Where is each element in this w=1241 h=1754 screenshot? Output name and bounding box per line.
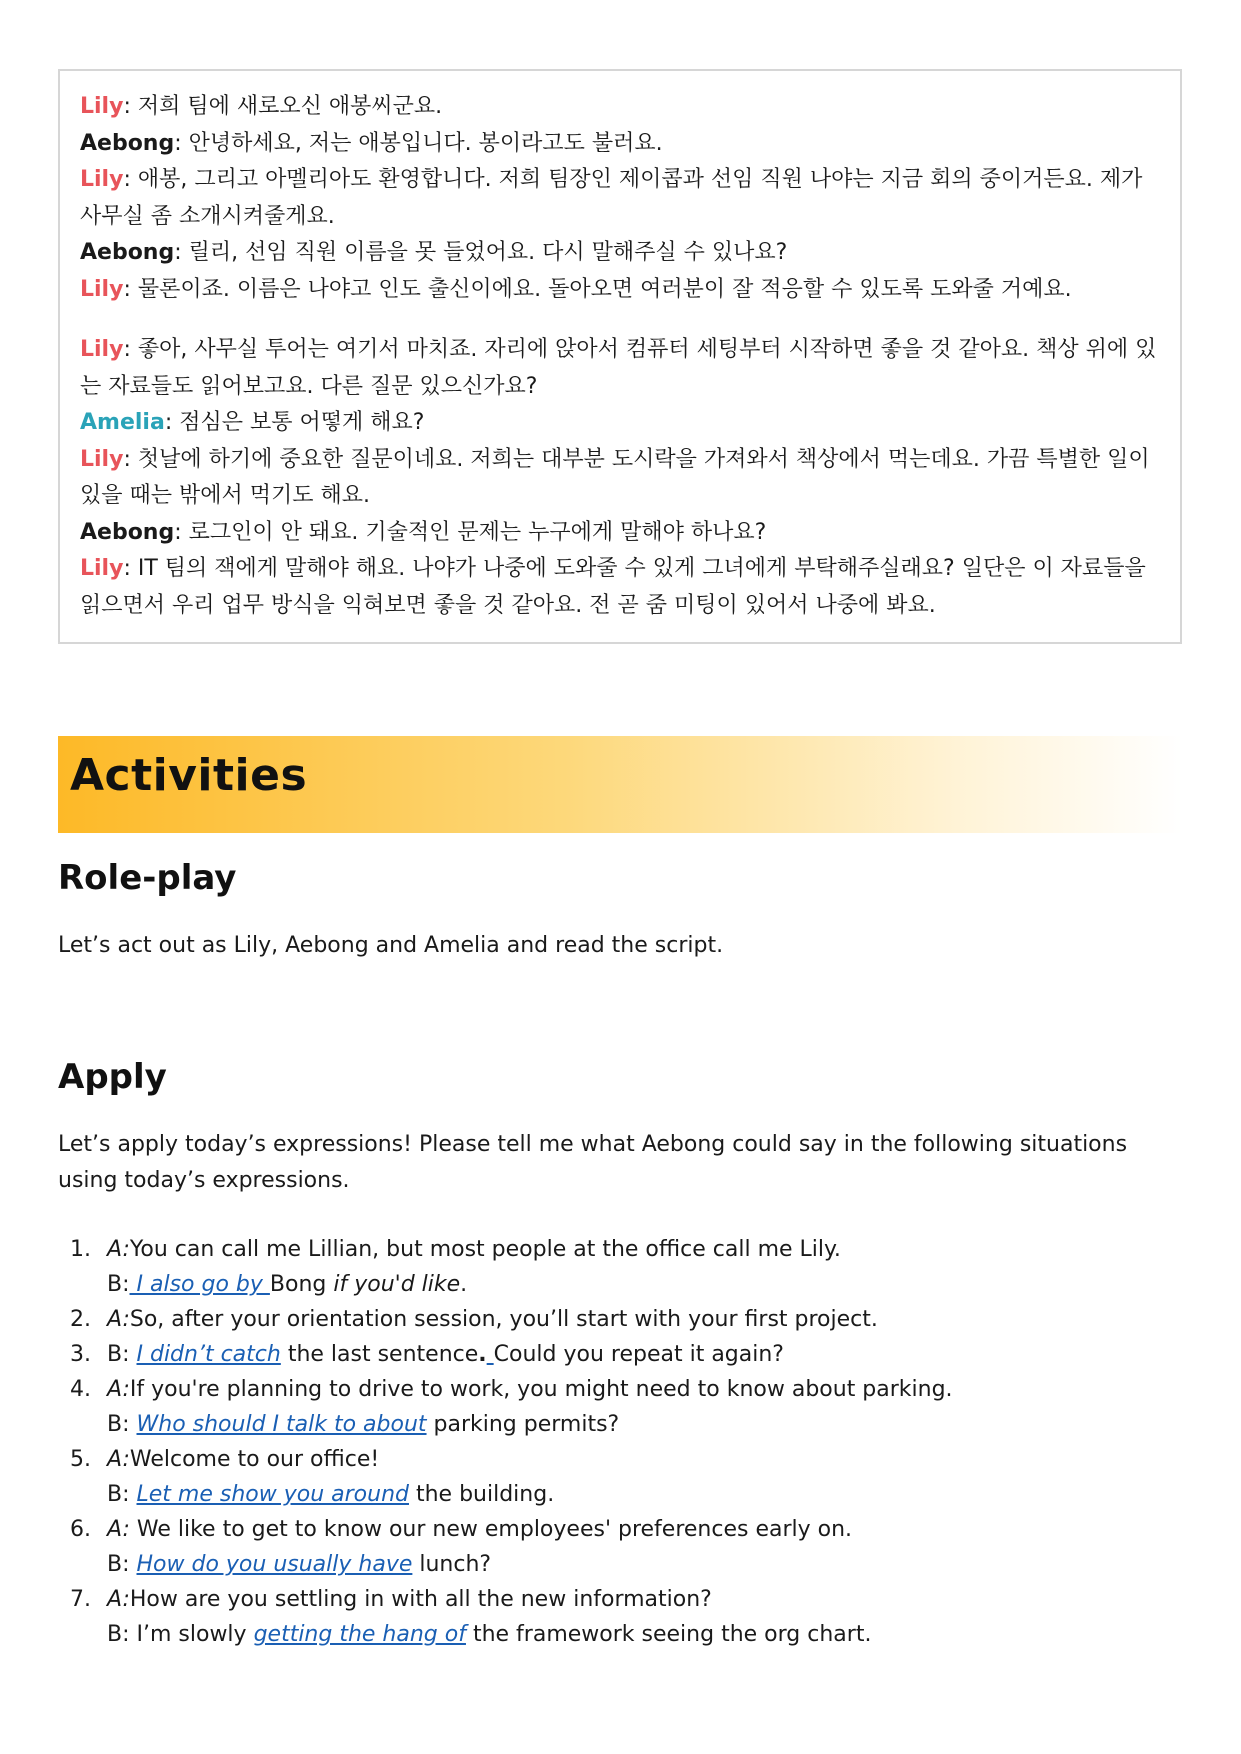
exercise-text: A: <box>107 1237 130 1262</box>
dialogue-block-1 <box>80 89 1160 308</box>
exercise-number: 4. <box>70 1377 91 1402</box>
speaker-name: Aebong <box>80 130 175 156</box>
dialogue-line <box>80 272 1160 309</box>
dialogue-line <box>80 442 1160 515</box>
exercise-line <box>107 1512 1182 1547</box>
activities-banner <box>58 736 1182 833</box>
exercise-item <box>58 1372 1182 1442</box>
dialogue-line <box>80 332 1160 405</box>
speaker-name: Lily <box>80 556 124 581</box>
exercise-number: 2. <box>70 1307 91 1332</box>
dialogue-line <box>80 515 1160 552</box>
activities-title: Activities <box>70 750 308 801</box>
dialogue-gap <box>80 308 1160 332</box>
exercise-text: A: <box>107 1587 130 1612</box>
expression-link[interactable]: getting the hang of <box>253 1622 466 1647</box>
roleplay-instructions: Let’s act out as Lily, Aebong and Amelia and read the script. <box>58 933 724 958</box>
expression-link[interactable]: I also go by <box>129 1272 270 1297</box>
expression-link[interactable]: Who should I talk to about <box>136 1412 427 1437</box>
exercise-line <box>107 1232 1182 1267</box>
dialogue-text: : 좋아, 사무실 투어는 여기서 마치죠. 자리에 앉아서 컴퓨터 세팅부터 시작하면 좋을 것 같아요. 책상 위에 있는 자료들도 읽어보고요. 다른 질문 있으신가요? <box>80 337 1157 399</box>
exercise-text: lunch? <box>412 1552 492 1577</box>
speaker-name: Lily <box>80 167 124 192</box>
exercise-text: B: <box>107 1482 137 1507</box>
exercise-number: 6. <box>70 1517 91 1542</box>
exercise-text: the building. <box>408 1482 555 1507</box>
apply-heading: Apply <box>58 1057 167 1097</box>
speaker-name: Lily <box>80 337 124 362</box>
exercise-line <box>107 1372 1182 1407</box>
exercise-text: . <box>460 1272 468 1297</box>
dialogue-line <box>80 405 1160 442</box>
expression-link[interactable] <box>487 1342 494 1367</box>
apply-instructions: Let’s apply today’s expressions! Please tell me what Aebong could say in the following situations using today’s expressions. <box>58 1132 1128 1193</box>
exercise-text: if you'd like <box>333 1272 461 1297</box>
expression-link[interactable]: I didn’t catch <box>136 1342 281 1367</box>
speaker-name: Lily <box>80 276 124 302</box>
exercise-number: 3. <box>70 1342 91 1367</box>
exercise-line <box>107 1267 1182 1302</box>
exercise-text: . <box>478 1342 487 1367</box>
exercise-line <box>107 1337 1182 1372</box>
dialogue-block-2 <box>80 332 1160 624</box>
exercise-text: A: <box>107 1517 130 1542</box>
exercise-text: We like to get to know our new employees' preferences early on. <box>129 1517 853 1542</box>
dialogue-text: : 안녕하세요, 저는 애봉입니다. 봉이라고도 불러요. <box>174 130 663 156</box>
exercise-item <box>58 1582 1182 1652</box>
exercise-number: 5. <box>70 1447 91 1472</box>
dialogue-text: : 릴리, 선임 직원 이름을 못 들었어요. 다시 말해주실 수 있나요? <box>174 240 788 265</box>
exercise-line <box>107 1302 1182 1337</box>
exercise-text: A: <box>107 1307 130 1332</box>
exercise-number: 7. <box>70 1587 91 1612</box>
exercise-item <box>58 1232 1182 1302</box>
exercise-text: parking permits? <box>426 1412 620 1437</box>
exercise-text: B: <box>107 1342 137 1367</box>
exercise-item <box>58 1337 1182 1372</box>
exercise-text: the framework seeing the org chart. <box>465 1622 872 1647</box>
exercise-text: A: <box>107 1377 130 1402</box>
dialogue-text: : 로그인이 안 돼요. 기술적인 문제는 누구에게 말해야 하나요? <box>174 519 767 545</box>
dialogue-text: : 점심은 보통 어떻게 해요? <box>164 410 425 435</box>
dialogue-line <box>80 89 1160 126</box>
speaker-name: Lily <box>80 94 124 119</box>
exercise-text: If you're planning to drive to work, you might need to know about parking. <box>129 1377 953 1402</box>
roleplay-heading: Role-play <box>58 858 237 898</box>
exercise-text: B: <box>107 1272 130 1297</box>
exercise-text: So, after your orientation session, you’ll start with your first project. <box>129 1307 878 1332</box>
dialogue-text: : IT 팀의 잭에게 말해야 해요. 나야가 나중에 도와줄 수 있게 그녀에게 부탁해주실래요? 일단은 이 자료들을 읽으면서 우리 업무 방식을 익혀보면 좋을 것 같아요. 전 곧 줌 미팅이 있어서 나중에 봐요. <box>80 556 1146 618</box>
exercise-text: You can call me Lillian, but most people at the office call me Lily. <box>129 1237 841 1262</box>
dialogue-script-box <box>58 69 1182 644</box>
exercise-line <box>107 1547 1182 1582</box>
exercise-line <box>107 1442 1182 1477</box>
exercise-item <box>58 1512 1182 1582</box>
exercise-text: Could you repeat it again? <box>493 1342 784 1367</box>
dialogue-text: : 애봉, 그리고 아멜리아도 환영합니다. 저희 팀장인 제이콥과 선임 직원 나야는 지금 회의 중이거든요. 제가 사무실 좀 소개시켜줄게요. <box>80 167 1143 229</box>
exercise-text: Bong <box>269 1272 334 1297</box>
exercise-text: the last sentence <box>280 1342 479 1367</box>
exercise-text: A: <box>107 1447 130 1472</box>
exercise-text: B: I’m slowly <box>107 1622 254 1647</box>
dialogue-text: : 물론이죠. 이름은 나야고 인도 출신이에요. 돌아오면 여러분이 잘 적응할 수 있도록 도와줄 거예요. <box>123 276 1072 302</box>
dialogue-line <box>80 162 1160 235</box>
exercise-line <box>107 1477 1182 1512</box>
exercise-line <box>107 1617 1182 1652</box>
exercise-list <box>58 1232 1182 1652</box>
exercise-text: Welcome to our office! <box>129 1447 380 1472</box>
expression-link[interactable]: How do you usually have <box>136 1552 413 1577</box>
exercise-text: B: <box>107 1412 137 1437</box>
speaker-name: Aebong <box>80 519 175 545</box>
dialogue-text: : 첫날에 하기에 중요한 질문이네요. 저희는 대부분 도시락을 가져와서 책상에서 먹는데요. 가끔 특별한 일이 있을 때는 밖에서 먹기도 해요. <box>80 446 1150 508</box>
exercise-text: B: <box>107 1552 137 1577</box>
exercise-line <box>107 1582 1182 1617</box>
dialogue-line <box>80 551 1160 624</box>
dialogue-text: : 저희 팀에 새로오신 애봉씨군요. <box>123 94 443 119</box>
dialogue-line <box>80 235 1160 272</box>
expression-link[interactable]: Let me show you around <box>136 1482 409 1507</box>
exercise-item <box>58 1302 1182 1337</box>
speaker-name: Lily <box>80 446 124 472</box>
speaker-name: Aebong <box>80 240 175 265</box>
exercise-line <box>107 1407 1182 1442</box>
exercise-text: How are you settling in with all the new information? <box>129 1587 712 1612</box>
exercise-number: 1. <box>70 1237 91 1262</box>
dialogue-line <box>80 126 1160 163</box>
speaker-name: Amelia <box>80 410 165 435</box>
exercise-item <box>58 1442 1182 1512</box>
